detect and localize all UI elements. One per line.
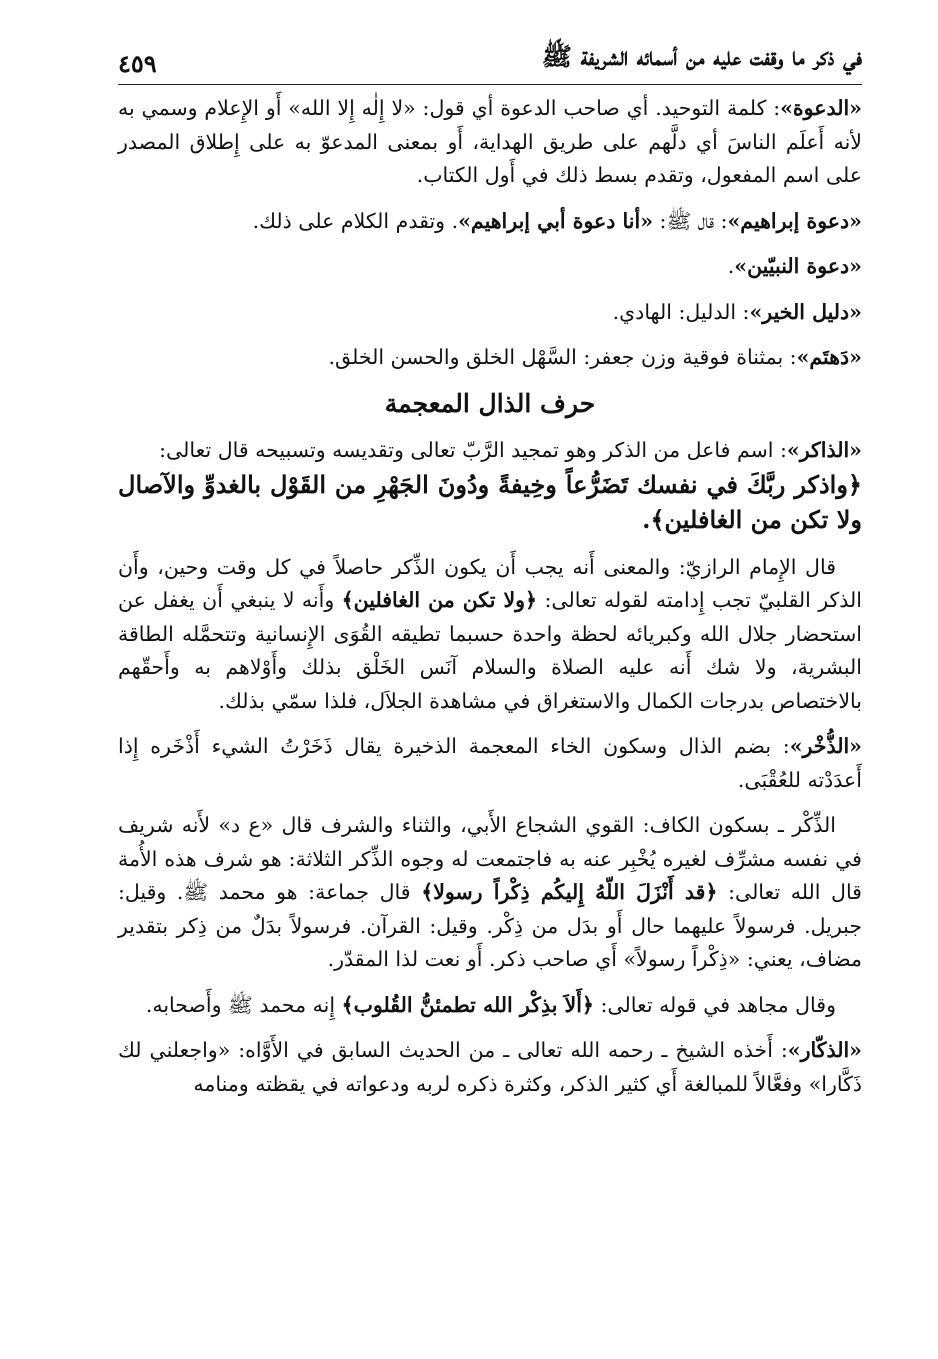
verse-end: . [642, 505, 651, 534]
entry-text: : الدليل: الهادي. [612, 299, 750, 324]
paragraph-text: وقال مجاهد في قوله تعالى: [593, 992, 836, 1017]
entry-term: «الذكّار» [787, 1038, 862, 1062]
entry-text: : أَخذه الشيخ ـ رحمه الله تعالى ـ من الحديث السابق في الأَوَّاه: «واجعلني لك ذَكَّارا» وفعَّالاً للمبالغة أَي كثير الذكر، وكثرة ذكره لربه ودعواته في يقظته ومنامه [118, 1038, 862, 1096]
quran-verse: ﴿ولا تكن من الغافلين﴾ [341, 588, 538, 612]
entry-term: «دعوة إبراهيم» [727, 208, 862, 233]
entry-dahtam [118, 341, 862, 375]
paragraph-text: قال الإِمام الرازيّ: والمعنى أَنه يجب أَن يكون الذِّكر حاصلاً في كل وقت وحين، وأَن الذكر القلبيّ تجب إِدامته لقوله تعالى: [118, 554, 862, 612]
entry-dawat-ibrahim [118, 205, 862, 239]
entry-term: «الدعوة» [780, 96, 862, 120]
entry-term: «دليل الخير» [749, 299, 862, 324]
entry-dhukhr [118, 730, 862, 797]
entry-text: : بضم الذال وسكون الخاء المعجمة الذخيرة يقال ذَخَرْتُ الشيء أَذْخَره إِذا أَعدَدْته للعُقْبَى. [118, 734, 862, 792]
paragraph-text: إِنه محمد ﷺ وأَصحابه. [145, 992, 342, 1017]
section-heading: حرف الذال المعجمة [384, 388, 596, 418]
hadith-quote: «أنا دعوة أبي إبراهيم» [458, 208, 654, 233]
entry-term: «الذاكر» [786, 438, 862, 462]
entry-dhakkar [118, 1034, 862, 1101]
paragraph-text: الذِّكْر ـ بسكون الكاف: القوي الشجاع الأَبي، والثناء والشرف قال «ع د» لأَنه شريف في نفسه مشرِّف لغيره يُخْبِر عنه به فاجتمعت له وجوه الذِّكر الثلاثة: هو شرف هذه الأُمة قال الله تعالى: [118, 813, 862, 904]
entry-dhikr [118, 809, 862, 977]
entry-text: : اسم فاعل من الذكر وهو تمجيد الرَّبّ تعالى وتقديسه وتسبيحه قال تعالى: [159, 438, 787, 462]
page-number: ٤٥٩ [118, 49, 157, 78]
entry-dhakir [118, 434, 862, 539]
entry-term: «دَهتَم» [796, 345, 862, 369]
paragraph-text: قال جماعة: هو محمد ﷺ. وقيل: جبريل. فرسولاً عليهما حال أَو بدَل من ذِكْر. وقيل: القرآن. فرسولاً بدَلٌ من ذِكر بتقدير مضاف، يعني: «ذِكْراً رسولاً» أَي صاحب ذكر. أَو نعت لذا المقدّر. [118, 880, 862, 971]
paragraph-mujahid [118, 989, 862, 1023]
quran-verse: ﴿قد أَنْزَلَ اللّهُ إِليكُم ذِكْراً رسولا﴾ [421, 880, 718, 904]
entry-text: . وتقدم الكلام على ذلك. [252, 208, 459, 233]
page-body [118, 92, 862, 1113]
page-header [118, 36, 862, 85]
entry-text: : بمثناة فوقية وزن جعفر: السَّهْل الخلق والحسن الخلق. [328, 345, 797, 369]
entry-term: «الذُّخْر» [789, 734, 862, 758]
entry-term: «دعوة النبيّين» [734, 254, 862, 278]
entry-text: : قال ﷺ: [653, 208, 728, 233]
quran-verse: ﴿واذكر ربَّكَ في نفسك تَضَرُّعاً وخِيفةً ودُونَ الجَهْرِ من القَوْل بالغدوِّ والآصال ولا تكن من الغافلين﴾ [118, 469, 862, 534]
entry-text: . [727, 254, 735, 278]
entry-dawa [118, 92, 862, 193]
entry-dawat-nabiyyin [118, 250, 862, 284]
running-head: في ذكر ما وقفت عليه من أسمائه الشريفة ﷺ [541, 42, 862, 71]
paragraph-text: وأَنه لا ينبغي أَن يغفل عن استحضار جلال الله وكبريائه لحظة واحدة حسبما تطيقه القُوَى الإِنسانية وتتحمَّله الطاقة البشرية، ولا شك أَنه عليه الصلاة والسلام آنَس الخَلْق بذلك وأَوْلاهم به وأَحقّهم بالاختصاص بدرجات الكمال والاستغراق في مشاهدة الجلاَل، فلذا سمّي بذلك. [118, 588, 862, 713]
paragraph-razi [118, 551, 862, 719]
quran-verse: ﴿أَلاَ بذِكْر الله تطمئنُّ القُلوب﴾ [341, 992, 594, 1017]
entry-text: : كلمة التوحيد. أي صاحب الدعوة أي قول: «لا إِلٰه إِلا الله» أَو الإِعلام وسمي به لأنه أَعلَم الناسَ أي دلَّهم على طريق الهداية، أَو بمعنى المدعوّ به على إِطلاق المصدر على اسم المفعول، وتقدم بسط ذلك في أَول الكتاب. [118, 96, 862, 187]
entry-dalil-khayr [118, 296, 862, 330]
